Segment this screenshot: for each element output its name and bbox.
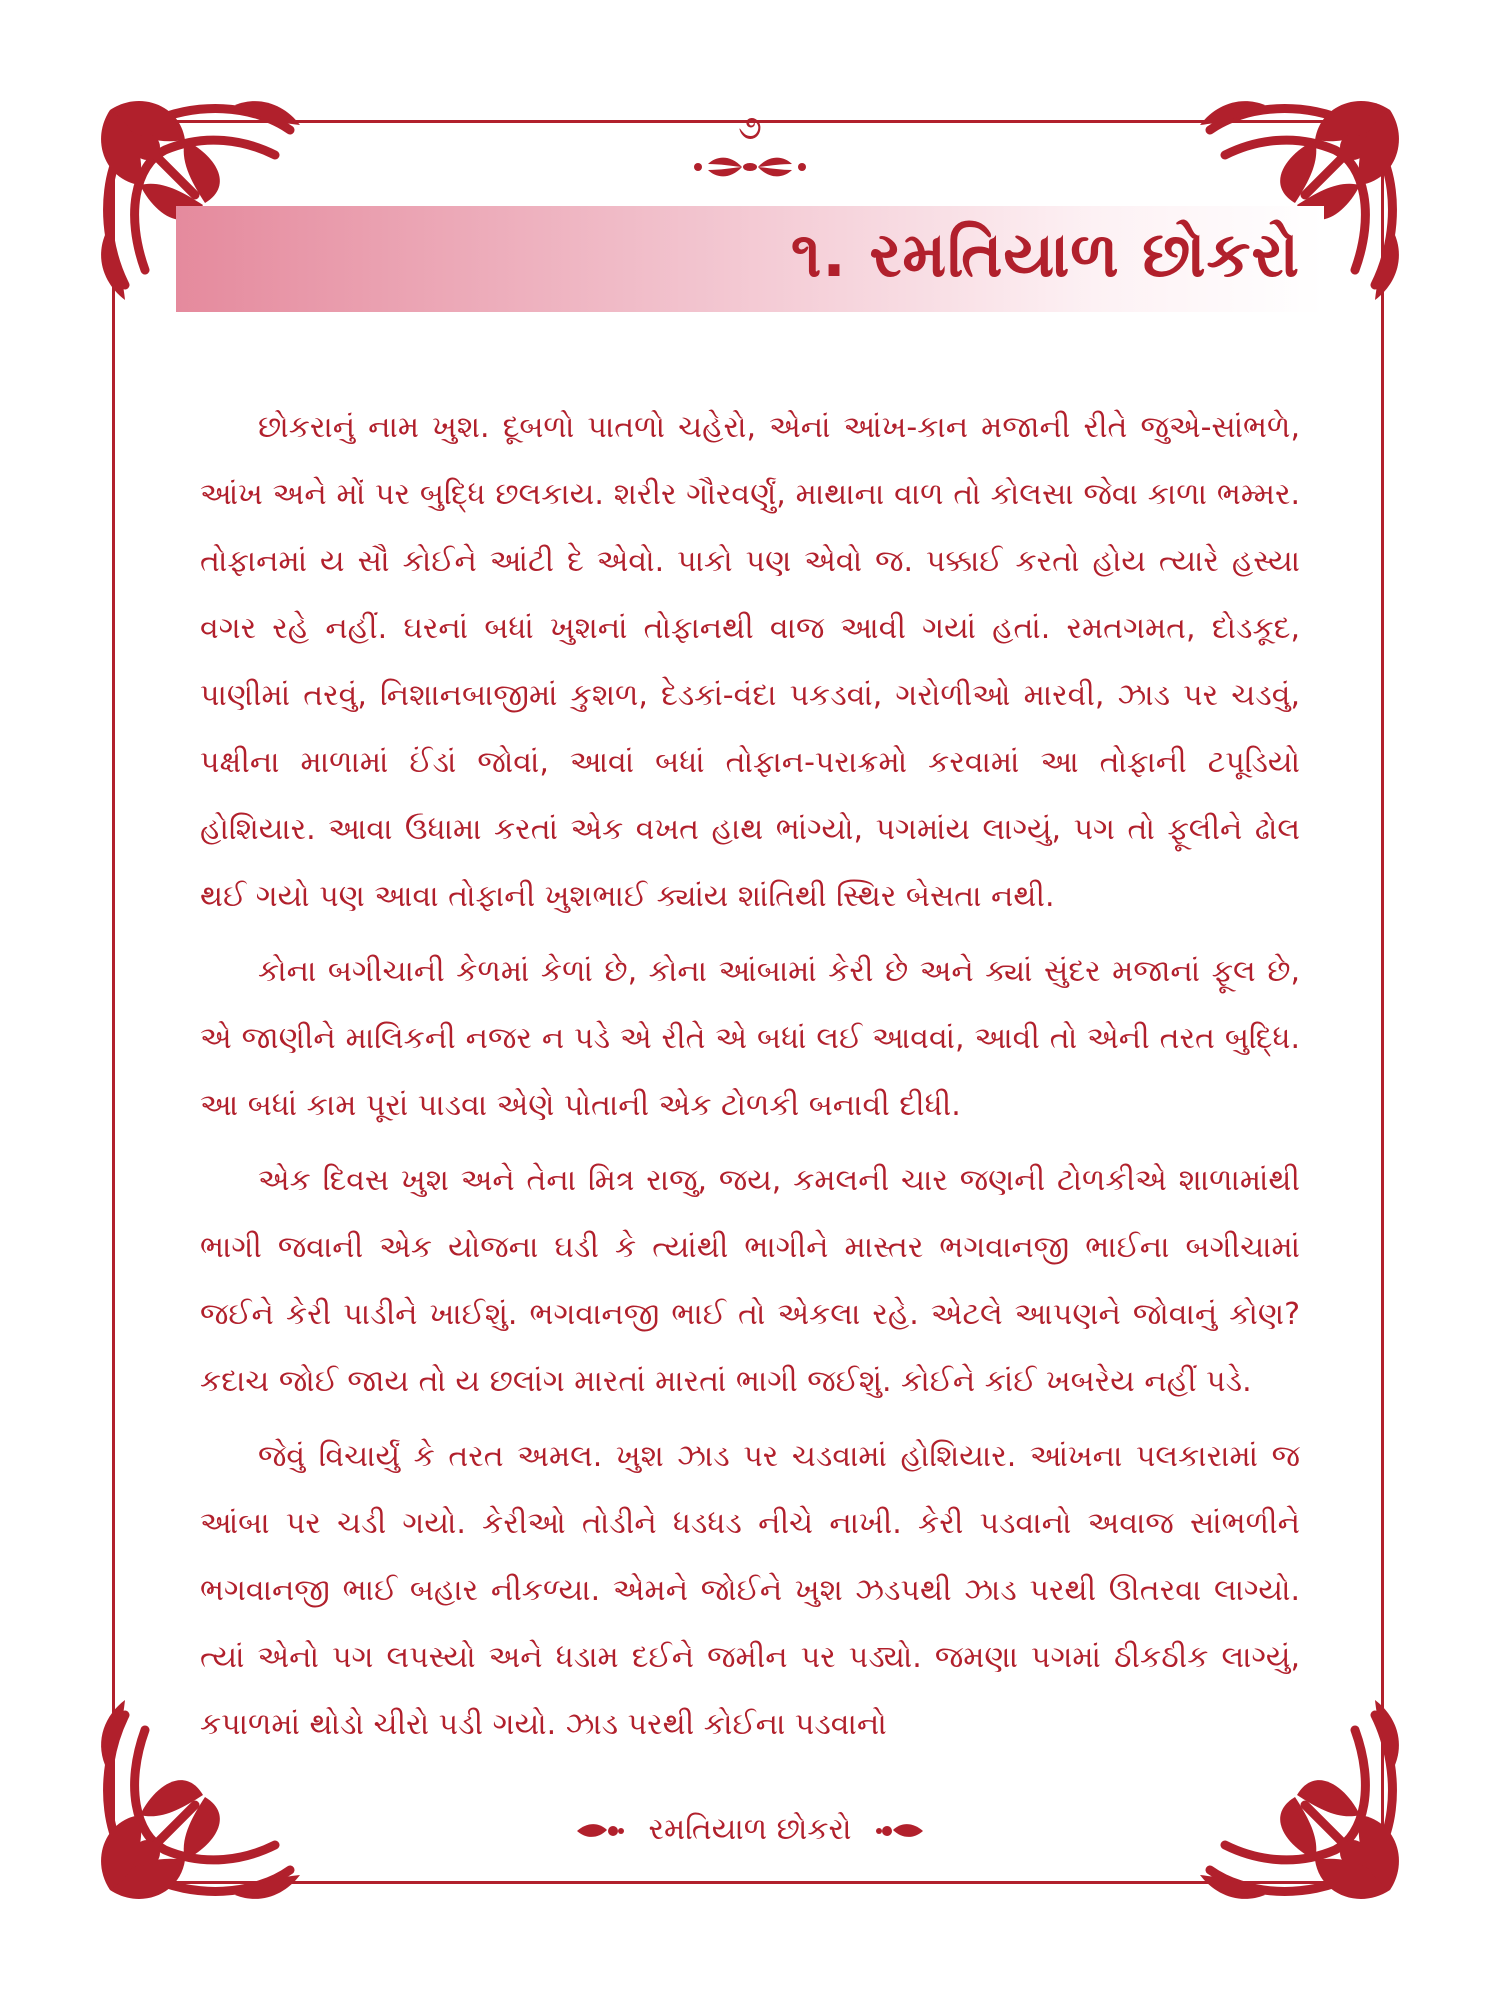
chapter-title-band bbox=[176, 206, 1324, 312]
chapter-title: ૧. રમતિયાળ છોકરો bbox=[790, 218, 1300, 291]
floral-footer-ornament-icon bbox=[875, 1820, 927, 1842]
page-footer bbox=[500, 1812, 1000, 1847]
paragraph: કોના બગીચાની કેળમાં કેળાં છે, કોના આંબામાં કેરી છે અને ક્યાં સુંદર મજાનાં ફૂલ છે, એ જાણીને માલિકની નજર ન પડે એ રીતે એ બધાં લઈ આવવાં, આવી તો એની તરત બુદ્ધિ. આ બધાં કામ પૂરાં પાડવા એણે પોતાની એક ટોળકી બનાવી દીધી. bbox=[200, 954, 1300, 1123]
page-number: ૭ bbox=[738, 108, 762, 148]
paragraph: જેવું વિચાર્યું કે તરત અમલ. ખુશ ઝાડ પર ચડવામાં હોશિયાર. આંખના પલકારામાં જ આંબા પર ચડી ગયો. કેરીઓ તોડીને ધડધડ નીચે નાખી. કેરી પડવાનો અવાજ સાંભળીને ભગવાનજી ભાઈ બહાર નીકળ્યા. એમને જોઈને ખુશ ઝડપથી ઝાડ પરથી ઊતરવા લાગ્યો. ત્યાં એનો પગ લપસ્યો અને ધડામ દઈને જમીન પર પડ્યો. જમણા પગમાં ઠીકઠીક લાગ્યું, કપાળમાં થોડો ચીરો પડી ગયો. ઝાડ પરથી કોઈના પડવાનો bbox=[200, 1439, 1300, 1742]
paragraph: એક દિવસ ખુશ અને તેના મિત્ર રાજુ, જય, કમલની ચાર જણની ટોળકીએ શાળામાંથી ભાગી જવાની એક યોજના ઘડી કે ત્યાંથી ભાગીને માસ્તર ભગવાનજી ભાઈના બગીચામાં જઈને કેરી પાડીને ખાઈશું. ભગવાનજી ભાઈ તો એકલા રહે. એટલે આપણને જોવાનું કોણ? કદાચ જોઈ જાય તો ય છલાંગ મારતાં મારતાં ભાગી જઈશું. કોઈને કાંઈ ખબરેય નહીં પડે. bbox=[200, 1163, 1300, 1399]
footer-title: રમતિયાળ છોકરો bbox=[648, 1812, 852, 1847]
paragraph: છોકરાનું નામ ખુશ. દૂબળો પાતળો ચહેરો, એનાં આંખ-કાન મજાની રીતે જુએ-સાંભળે, આંખ અને મોં પર બુદ્ધિ છલકાય. શરીર ગૌરવર્ણું, માથાના વાળ તો કોલસા જેવા કાળા ભમ્મર. તોફાનમાં ય સૌ કોઈને આંટી દે એવો. પાકો પણ એવો જ. પક્કાઈ કરતો હોય ત્યારે હસ્યા વગર રહે નહીં. ઘરનાં બધાં ખુશનાં તોફાનથી વાજ આવી ગયાં હતાં. રમતગમત, દોડકૂદ, પાણીમાં તરવું, નિશાનબાજીમાં કુશળ, દેડકાં-વંદા પકડવાં, ગરોળીઓ મારવી, ઝાડ પર ચડવું, પક્ષીના માળામાં ઈંડાં જોવાં, આવાં બધાં તોફાન-પરાક્રમો કરવામાં આ તોફાની ટપૂડિયો હોશિયાર. આવા ઉધામા કરતાં એક વખત હાથ ભાંગ્યો, પગમાંય લાગ્યું, પગ તો ફૂલીને ઢોલ થઈ ગયો પણ આવા તોફાની ખુશભાઈ ક્યાંય શાંતિથી સ્થિર બેસતા નથી. bbox=[200, 410, 1300, 914]
leaf-sprig-ornament-icon bbox=[690, 150, 810, 184]
floral-footer-ornament-icon bbox=[573, 1820, 625, 1842]
story-body bbox=[200, 394, 1300, 1766]
